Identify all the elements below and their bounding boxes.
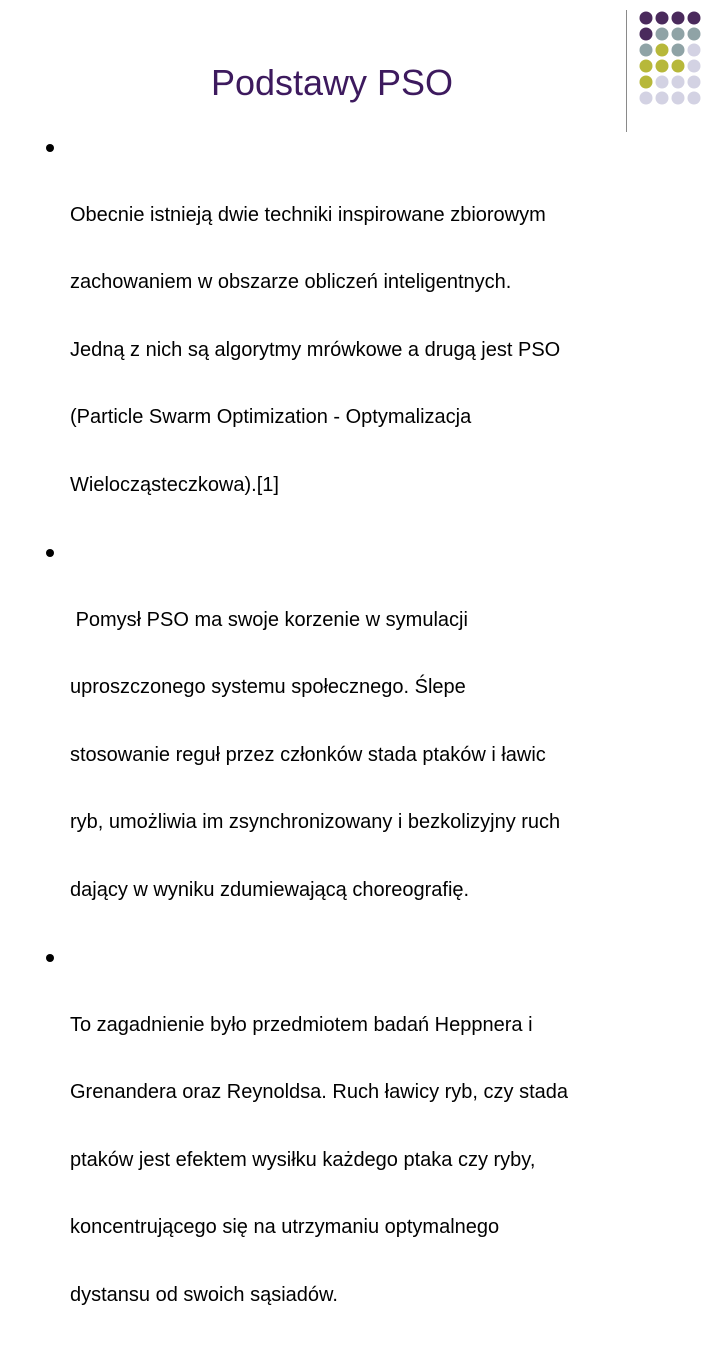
- bullet-dot-icon: [46, 549, 54, 557]
- bullet-line: Jedną z nich są algorytmy mrówkowe a drugą jest PSO: [70, 338, 561, 361]
- decorative-dot: [688, 92, 701, 105]
- decorative-dot: [672, 92, 685, 105]
- decorative-dot: [656, 12, 669, 25]
- decorative-dot: [688, 28, 701, 41]
- bullet-line: stosowanie reguł przez członków stada ptaków i ławic: [70, 743, 546, 766]
- decorative-dot: [640, 28, 653, 41]
- bullet-line: ryb, umożliwia im zsynchronizowany i bezkolizyjny ruch: [70, 811, 561, 833]
- bullet-item: [44, 541, 704, 946]
- decorative-dot: [656, 44, 669, 57]
- slide-title: Podstawy PSO: [210, 62, 454, 103]
- bullet-line: zachowaniem w obszarze obliczeń inteligentnych.: [70, 271, 512, 293]
- bullet-dot-icon: [46, 954, 54, 962]
- decorative-dot: [688, 60, 701, 73]
- decorative-dot: [688, 76, 701, 89]
- decorative-dot: [672, 12, 685, 25]
- decorative-dot: [656, 28, 669, 41]
- decorative-dot: [672, 76, 685, 89]
- decorative-dot: [688, 12, 701, 25]
- decorative-dot: [640, 12, 653, 25]
- bullet-line: Obecnie istnieją dwie techniki inspirowane zbiorowym: [70, 203, 546, 226]
- bullet-list: [44, 136, 704, 1351]
- bullet-line: dystansu od swoich sąsiadów.: [70, 1283, 338, 1306]
- bullet-item: [44, 946, 704, 1351]
- decorative-dot: [640, 44, 653, 57]
- bullet-line: uproszczonego systemu społecznego. Ślepe: [70, 676, 466, 698]
- bullet-line: To zagadnienie było przedmiotem badań Heppnera i: [70, 1013, 533, 1036]
- bullet-line: (Particle Swarm Optimization - Optymalizacja: [70, 406, 472, 428]
- decorative-dot: [688, 44, 701, 57]
- decorative-dot: [672, 60, 685, 73]
- bullet-line: Grenandera oraz Reynoldsa. Ruch ławicy ryb, czy stada: [70, 1081, 569, 1103]
- bullet-item: [44, 136, 704, 541]
- bullet-line: Wielocząsteczkowa).[1]: [70, 473, 279, 496]
- decorative-dot: [672, 28, 685, 41]
- decorative-dot: [672, 44, 685, 57]
- bullet-line: dający w wyniku zdumiewającą choreografię.: [70, 878, 470, 901]
- bullet-line: ptaków jest efektem wysiłku każdego ptaka czy ryby,: [70, 1148, 536, 1171]
- bullet-line: Pomysł PSO ma swoje korzenie w symulacji: [70, 608, 468, 631]
- bullet-line: koncentrującego się na utrzymaniu optymalnego: [70, 1216, 500, 1238]
- bullet-dot-icon: [46, 144, 54, 152]
